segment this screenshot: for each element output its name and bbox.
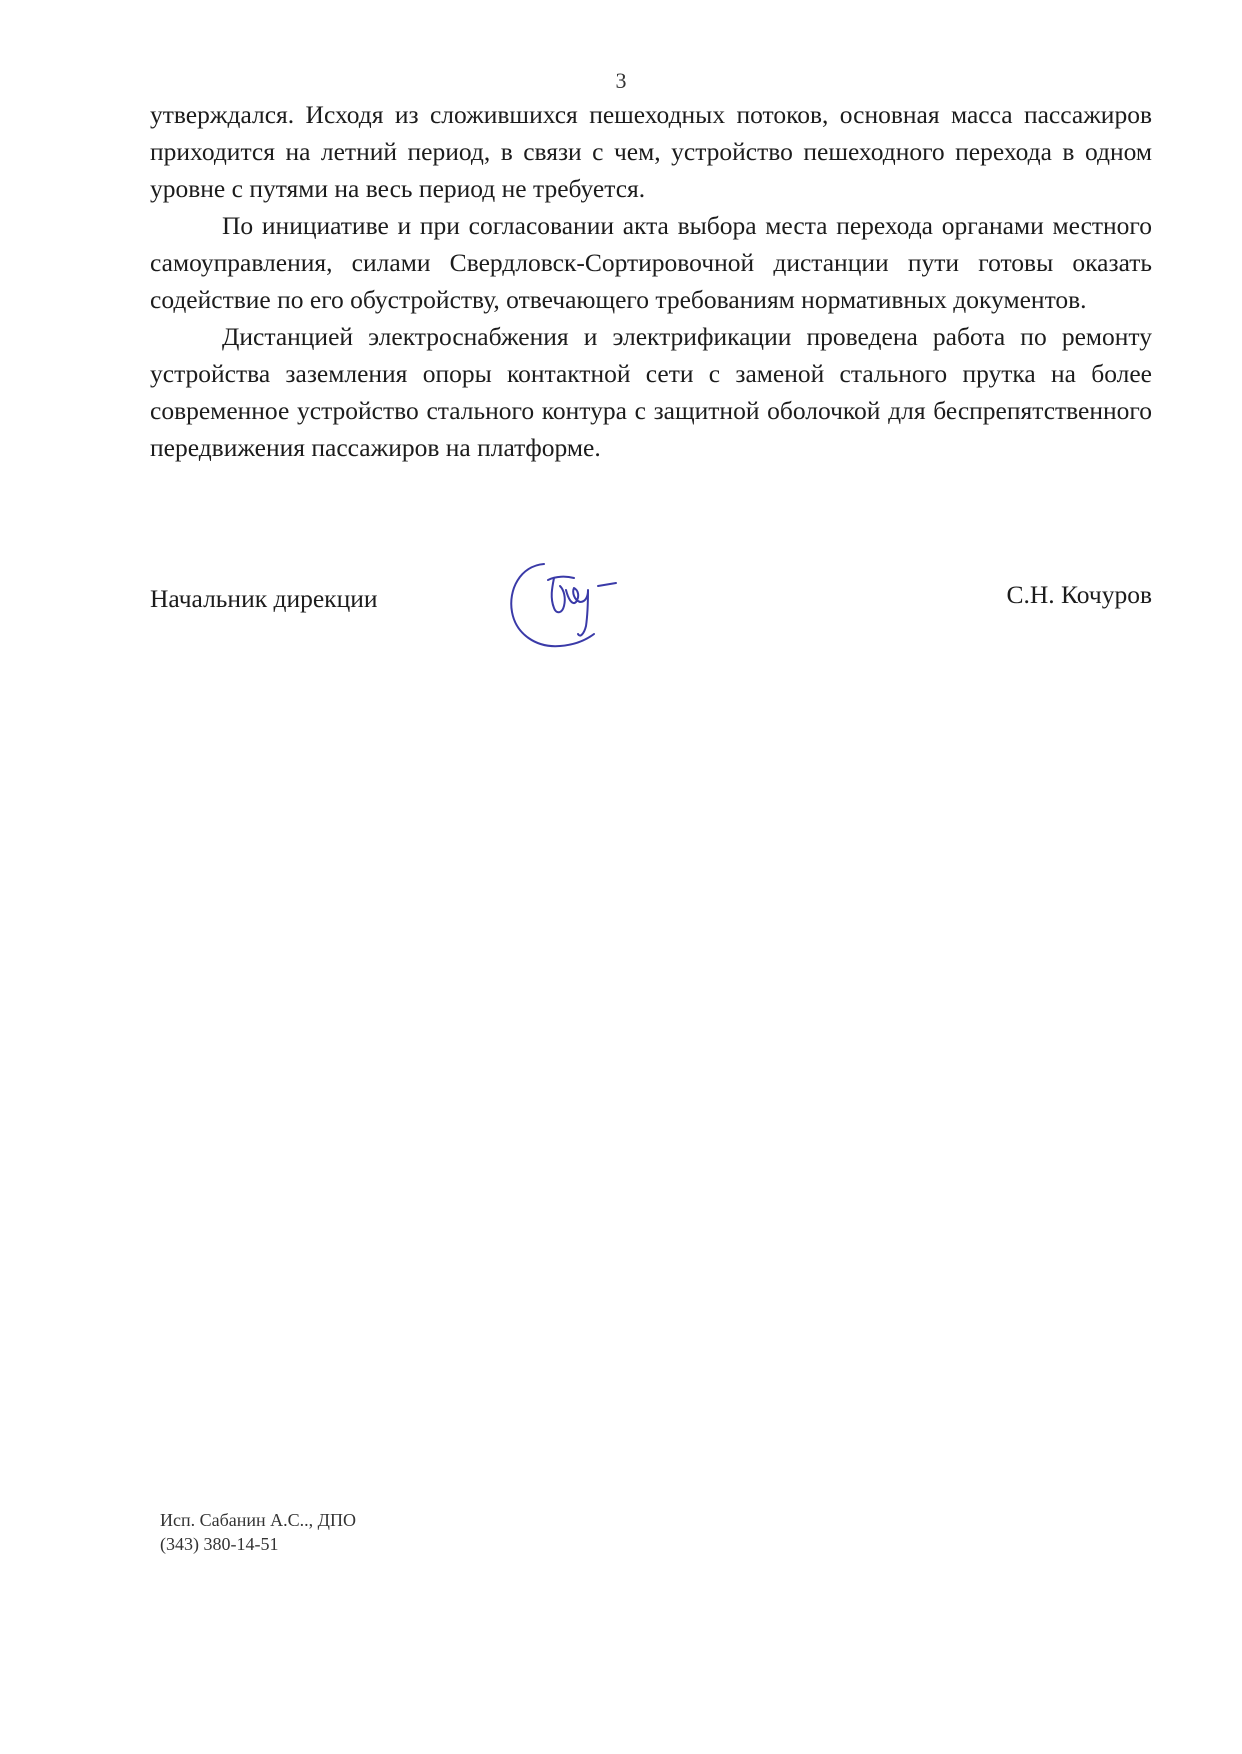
paragraph-grounding-repair: Дистанцией электроснабжения и электрификации проведена работа по ремонту устройства заземления опоры контактной сети с заменой стального прутка на более современное устройство стального контура с защитной оболочкой для беспрепятственного передвижения пассажиров на платформе. [150, 322, 1152, 462]
signatory-name: С.Н. Кочуров [1006, 580, 1152, 609]
handwritten-signature [502, 556, 642, 656]
page-number: 3 [615, 68, 627, 93]
executor-phone: (343) 380-14-51 [160, 1534, 279, 1554]
signature-block [150, 574, 1152, 674]
executor-name: Исп. Сабанин А.С.., ДПО [160, 1510, 356, 1530]
signatory-position: Начальник дирекции [150, 584, 378, 613]
executor-info [160, 1508, 356, 1556]
paragraph-crossing-initiative: По инициативе и при согласовании акта выбора места перехода органами местного самоуправления, силами Свердловск-Сортировочной дистанции пути готовы оказать содействие по его обустройству, отвечающего требованиям нормативных документов. [150, 211, 1152, 314]
paragraph-continuation: утверждался. Исходя из сложившихся пешеходных потоков, основная масса пассажиров приходится на летний период, в связи с чем, устройство пешеходного перехода в одном уровне с путями на весь период не требуется. [150, 100, 1152, 203]
letter-body [150, 96, 1152, 466]
